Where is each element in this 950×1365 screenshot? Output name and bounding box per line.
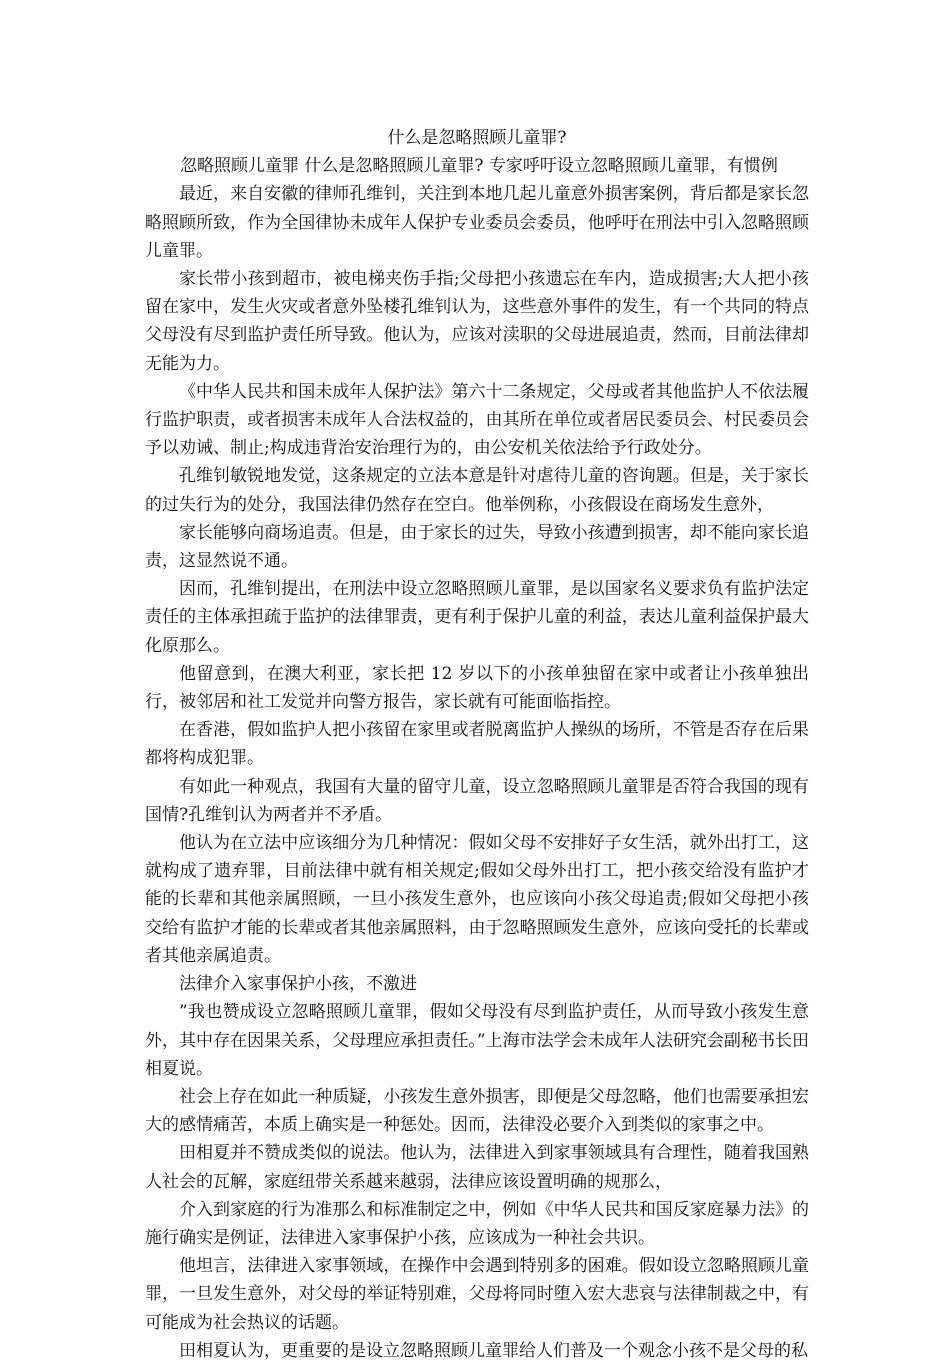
paragraph: 在香港，假如监护人把小孩留在家里或者脱离监护人操纵的场所，不管是否存在后果都将构成犯罪。 (145, 720, 809, 769)
paragraph: 社会上存在如此一种质疑，小孩发生意外损害，即便是父母忽略，他们也需要承担宏大的感情痛苦，本质上确实是一种惩处。因而，法律没必要介入到类似的家事之中。 (145, 1086, 809, 1136)
document-body (145, 124, 809, 1365)
paragraph: 田相夏并不赞成类似的说法。他认为，法律进入到家事领域具有合理性，随着我国熟人社会的瓦解，家庭纽带关系越来越弱，法律应该设置明确的规那么， (145, 1143, 809, 1192)
paragraph: 《中华人民共和国未成年人保护法》第六十二条规定，父母或者其他监护人不依法履行监护职责，或者损害未成年人合法权益的，由其所在单位或者居民委员会、村民委员会予以劝诫、制止;构成违背治安治理行为的，由公安机关依法给予行政处分。 (145, 381, 809, 459)
paragraph: 介入到家庭的行为准那么和标准制定之中，例如《中华人民共和国反家庭暴力法》的施行确实是例证，法律进入家事保护小孩，应该成为一种社会共识。 (145, 1199, 809, 1248)
paragraph: 他坦言，法律进入家事领域，在操作中会遇到特别多的困难。假如设立忽略照顾儿童罪，一旦发生意外，对父母的举证特别难，父母将同时堕入宏大悲哀与法律制裁之中，有可能成为社会热议的话题。 (145, 1256, 809, 1333)
paragraph: 家长带小孩到超市，被电梯夹伤手指;父母把小孩遗忘在车内，造成损害;大人把小孩留在家中，发生火灾或者意外坠楼孔维钊认为，这些意外事件的发生，有一个共同的特点父母没有尽到监护责任所导致。他认为，应该对渎职的父母进展追责，然而，目前法律却无能为力。 (145, 269, 809, 374)
section-heading: 法律介入家事保护小孩，不激进 (179, 974, 417, 995)
paragraph: 家长能够向商场追责。但是，由于家长的过失，导致小孩遭到损害，却不能向家长追责，这显然说不通。 (145, 522, 809, 572)
paragraph: 他留意到，在澳大利亚，家长把 12 岁以下的小孩单独留在家中或者让小孩单独出行，被邻居和社工发觉并向警方报告，家长就有可能面临指控。 (145, 663, 809, 713)
paragraph: 最近，来自安徽的律师孔维钊，关注到本地几起儿童意外损害案例，背后都是家长忽略照顾所致，作为全国律协未成年人保护专业委员会委员，他呼吁在刑法中引入忽略照顾儿童罪。 (145, 184, 809, 261)
document-title: 什么是忽略照顾儿童罪? (387, 128, 567, 148)
paragraph: 因而，孔维钊提出，在刑法中设立忽略照顾儿童罪，是以国家名义要求负有监护法定责任的主体承担疏于监护的法律罪责，更有利于保护儿童的利益，表达儿童利益保护最大化原那么。 (145, 579, 809, 656)
paragraph: 有如此一种观点，我国有大量的留守儿童，设立忽略照顾儿童罪是否符合我国的现有国情?孔维钊认为两者并不矛盾。 (145, 776, 809, 825)
document-subtitle: 忽略照顾儿童罪 什么是忽略照顾儿童罪? 专家呼吁设立忽略照顾儿童罪，有惯例 (180, 156, 778, 177)
paragraph: 他认为在立法中应该细分为几种情况：假如父母不安排好子女生活，就外出打工，这就构成了遗弃罪，目前法律中就有相关规定;假如父母外出打工，把小孩交给没有监护才能的长辈和其他亲属照顾，一旦小孩发生意外，也应该向小孩父母追责;假如父母把小孩交给有监护才能的长辈或者其他亲属照料，由于忽略照顾发生意外，应该向受托的长辈或者其他亲属追责。 (145, 833, 809, 966)
paragraph: ”我也赞成设立忽略照顾儿童罪，假如父母没有尽到监护责任，从而导致小孩发生意外，其中存在因果关系，父母理应承担责任。”上海市法学会未成年人法研究会副秘书长田相夏说。 (145, 1002, 809, 1079)
paragraph: 田相夏认为，更重要的是设立忽略照顾儿童罪给人们普及一个观念小孩不是父母的私 (179, 1340, 808, 1361)
paragraph: 孔维钊敏锐地发觉，这条规定的立法本意是针对虐待儿童的咨询题。但是，关于家长的过失行为的处分，我国法律仍然存在空白。他举例称，小孩假设在商场发生意外， (145, 466, 809, 515)
